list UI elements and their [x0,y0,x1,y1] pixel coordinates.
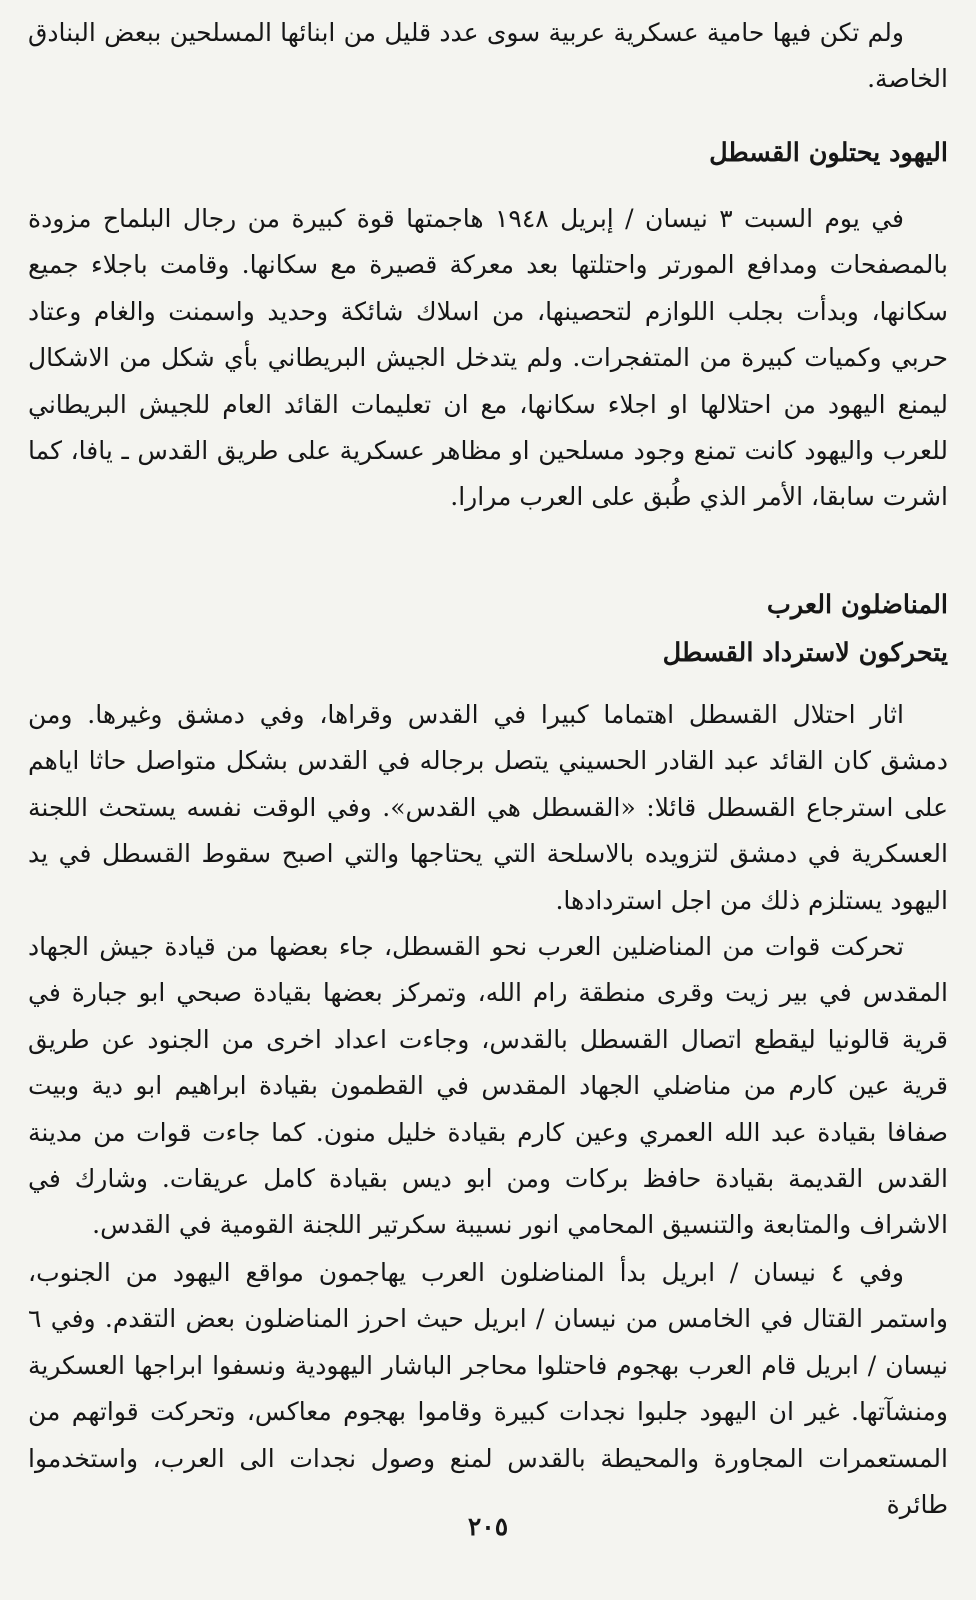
paragraph-reaction: اثار احتلال القسطل اهتماما كبيرا في القدس وقراها، وفي دمشق وغيرها. ومن دمشق كان القائد عبد القادر الحسيني يتصل برجاله في القدس بشكل متواصل حاثا اياهم على استرجاع القسطل قائلا: «القسطل هي القدس». وفي الوقت نفسه يستحث اللجنة العسكرية في دمشق لتزويده بالاسلحة التي يحتاجها والتي اصبح سقوط القسطل في يد اليهود يستلزم ذلك من اجل استردادها. [28,700,948,915]
section-heading-jews-occupy-qastal: اليهود يحتلون القسطل [709,138,948,168]
section-heading-recover-qastal: يتحركون لاسترداد القسطل [662,638,948,668]
paragraph-continuation: ولم تكن فيها حامية عسكرية عربية سوى عدد قليل من ابنائها المسلحين ببعض البنادق الخاصة. [28,18,948,94]
paragraph-battle: وفي ٤ نيسان / ابريل بدأ المناضلون العرب يهاجمون مواقع اليهود من الجنوب، واستمر القتال في الخامس من نيسان / ابريل حيث احرز المناضلون بعض التقدم. وفي ٦ نيسان / ابريل قام العرب بهجوم فاحتلوا محاجر الباشار اليهودية ونسفوا ابراجها العسكرية ومنشآتها. غير ان اليهود جلبوا نجدات كبيرة وقاموا بهجوم معاكس، وتحركت قواتهم من المستعمرات المجاورة والمحيطة بالقدس لمنع وصول نجدات الى العرب، واستخدموا طائرة [28,1258,948,1520]
page-number: ٢٠٥ [467,1512,509,1541]
paragraph-forces-movement: تحركت قوات من المناضلين العرب نحو القسطل، جاء بعضها من قيادة جيش الجهاد المقدس في بير زيت وقرى منطقة رام الله، وتمركز بعضها بقيادة صبحي ابو جبارة في قرية قالونيا ليقطع اتصال القسطل بالقدس، وجاءت اعداد اخرى من الجنود عن طريق قرية عين كارم من مناضلي الجهاد المقدس في القطمون بقيادة ابراهيم ابو دية وبيت صفافا بقيادة عبد الله العمري وعين كارم بقيادة خليل منون. كما جاءت قوات من مدينة القدس القديمة بقيادة حافظ بركات ومن ابو ديس بقيادة كامل عريقات. وشارك في الاشراف والمتابعة والتنسيق المحامي انور نسيبة سكرتير اللجنة القومية في القدس. [28,932,948,1240]
book-page [28,10,948,1570]
section-heading-arab-fighters: المناضلون العرب [766,590,948,620]
paragraph-occupation: في يوم السبت ٣ نيسان / إبريل ١٩٤٨ هاجمتها قوة كبيرة من رجال البلماح مزودة بالمصفحات ومدافع المورتر واحتلتها بعد معركة قصيرة مع سكانها. وقامت باجلاء جميع سكانها، وبدأت بجلب اللوازم لتحصينها، من اسلاك شائكة وحديد واسمنت والغام وعتاد حربي وكميات كبيرة من المتفجرات. ولم يتدخل الجيش البريطاني بأي شكل من الاشكال ليمنع اليهود من احتلالها او اجلاء سكانها، مع ان تعليمات القائد العام للجيش البريطاني للعرب واليهود كانت تمنع وجود مسلحين او مظاهر عسكرية على طريق القدس ـ يافا، كما اشرت سابقا، الأمر الذي طُبق على العرب مرارا. [28,204,948,512]
